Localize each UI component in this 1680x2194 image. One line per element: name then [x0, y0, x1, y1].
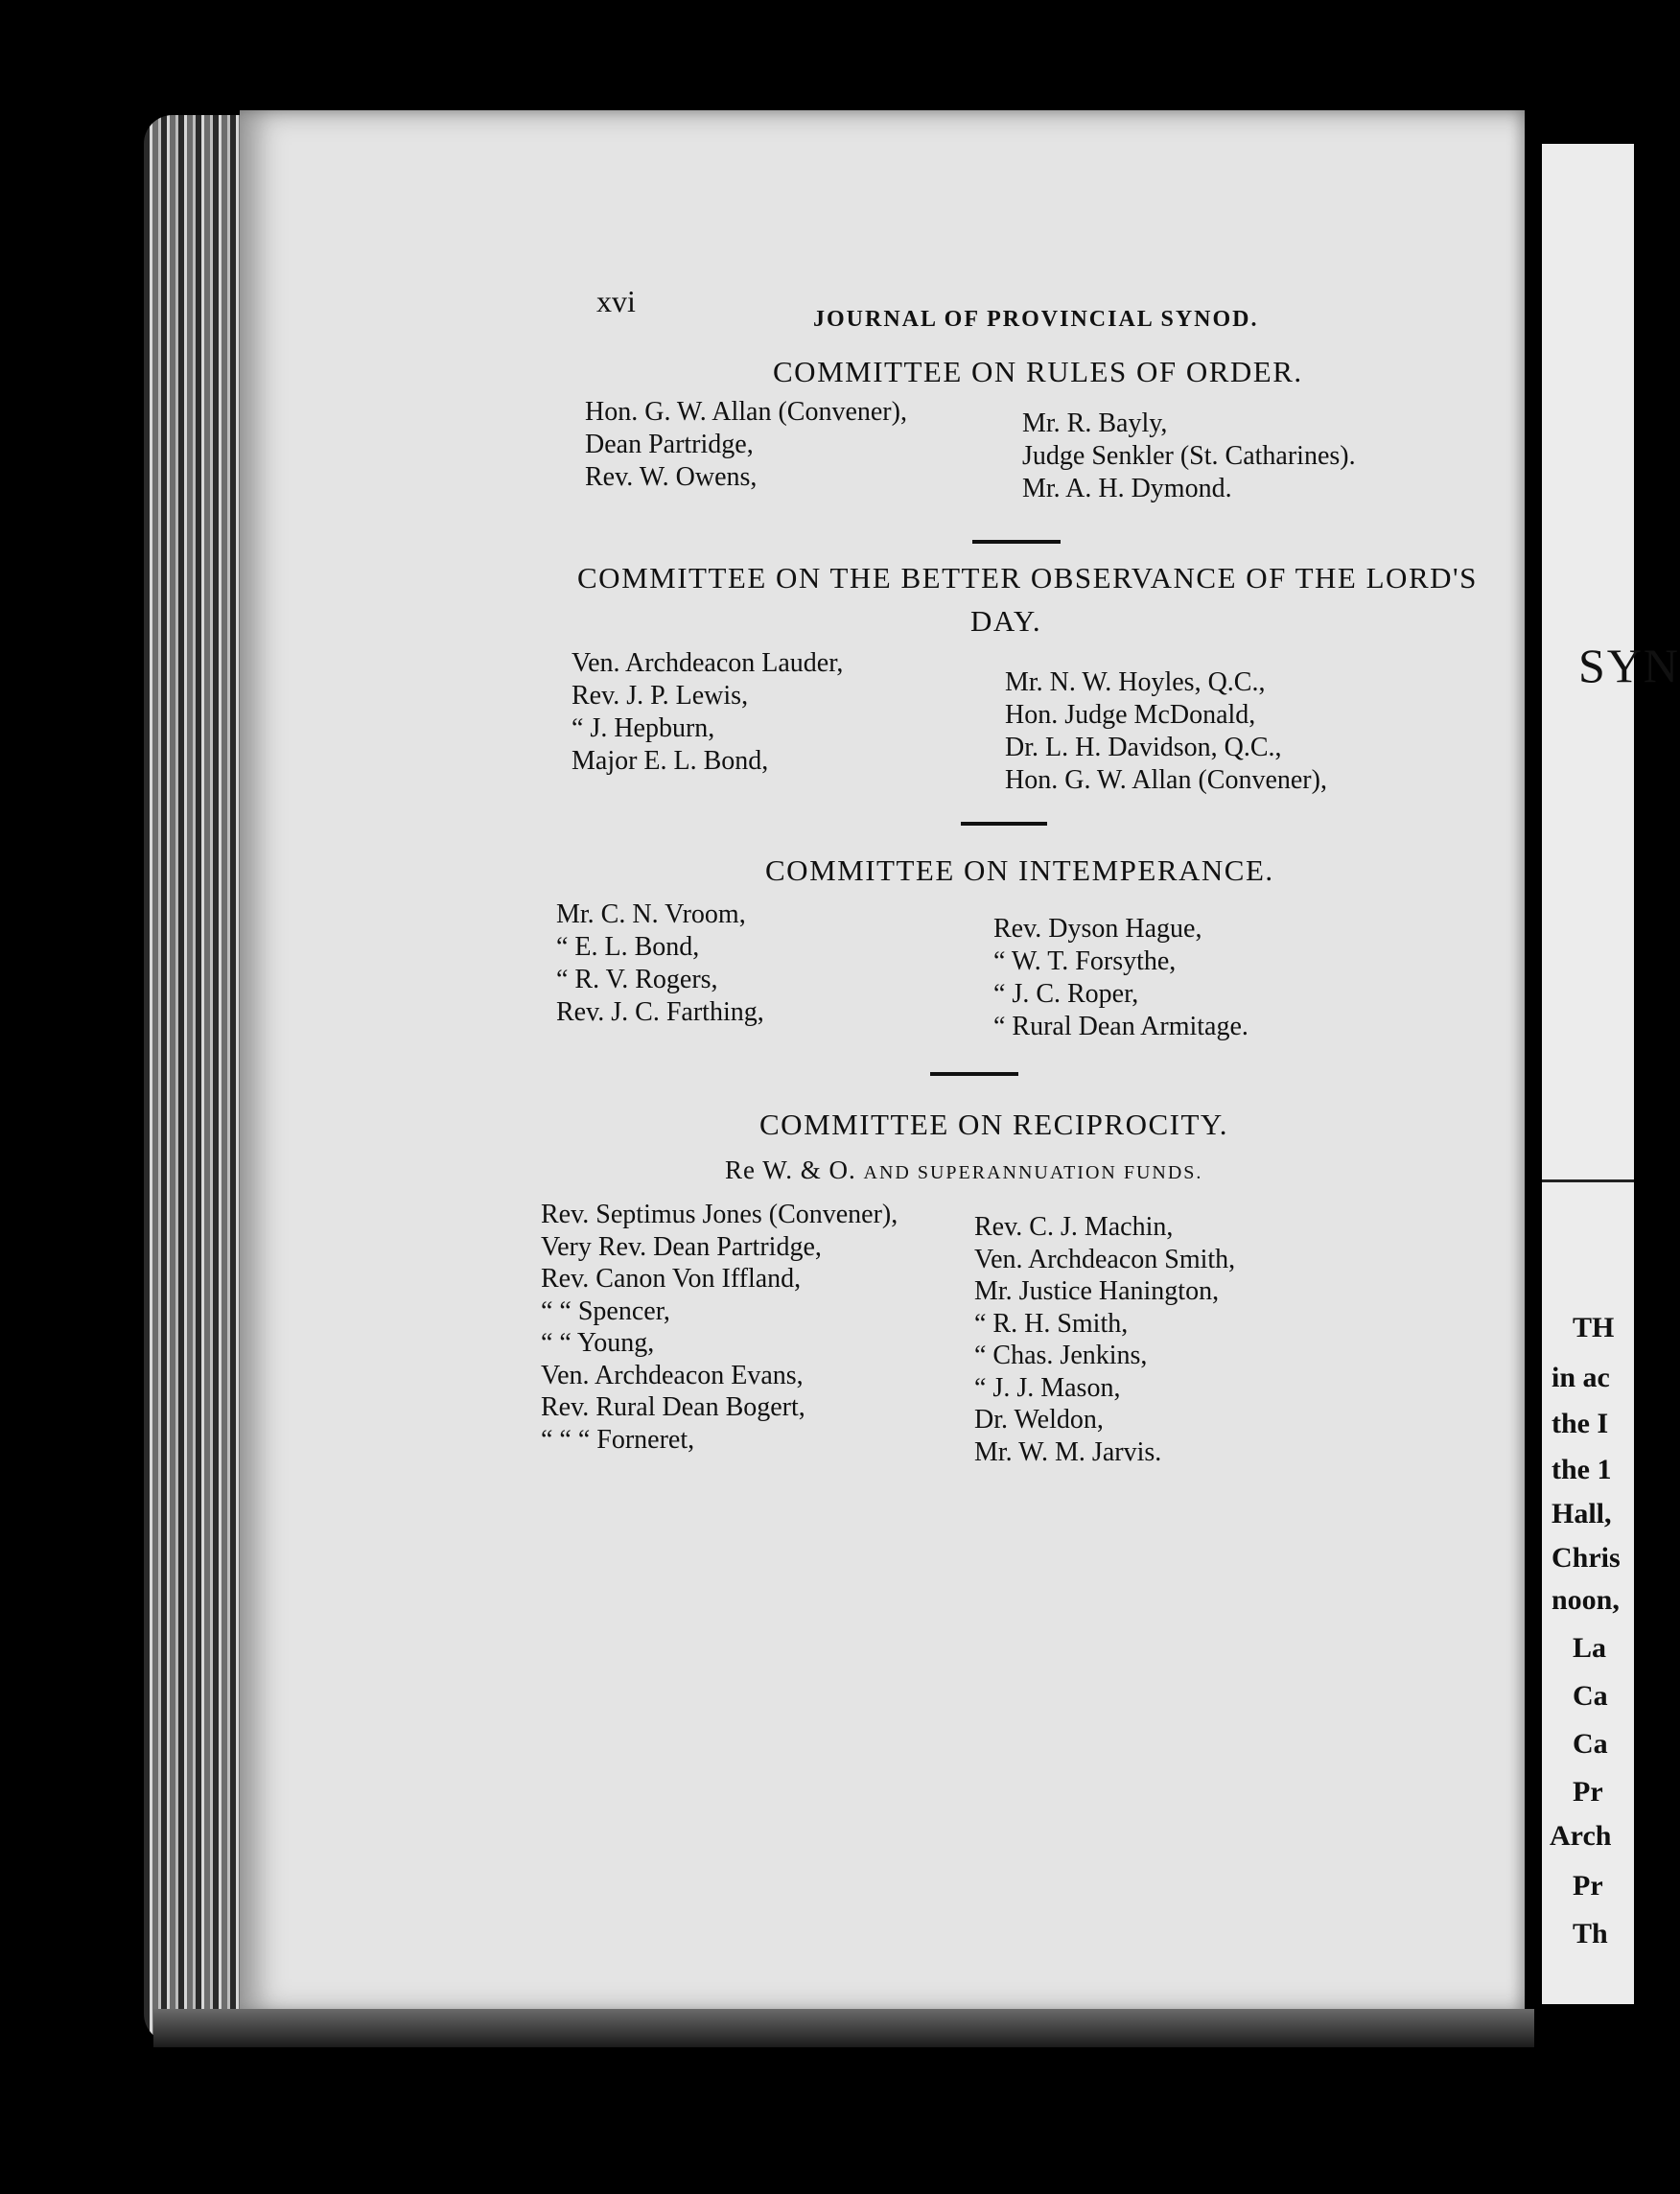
- facing-line: Ca: [1573, 1728, 1608, 1760]
- member-name: “ J. Hepburn,: [572, 713, 715, 743]
- facing-line: Arch: [1550, 1820, 1612, 1852]
- member-name: Mr. Justice Hanington,: [974, 1276, 1220, 1306]
- subheading-prefix: Re W. & O.: [725, 1155, 864, 1184]
- member-name: “ “ “ Forneret,: [541, 1424, 695, 1455]
- facing-page: [1542, 144, 1680, 2004]
- page-shadow-band: [153, 2009, 1534, 2047]
- facing-line: Th: [1573, 1918, 1608, 1949]
- facing-rule: [1542, 1179, 1634, 1182]
- facing-line: La: [1573, 1632, 1607, 1664]
- member-name: Rev. Dyson Hague,: [993, 914, 1202, 944]
- facing-line: Pr: [1573, 1870, 1603, 1902]
- facing-line: Ca: [1573, 1680, 1608, 1712]
- member-list-left: [585, 396, 907, 494]
- member-name: Very Rev. Dean Partridge,: [541, 1231, 822, 1262]
- member-name: “ “ Spencer,: [541, 1295, 670, 1326]
- section-heading: COMMITTEE ON INTEMPERANCE.: [765, 853, 1274, 887]
- member-list-right: [993, 913, 1248, 1043]
- member-name: “ R. H. Smith,: [974, 1308, 1129, 1339]
- member-list-right: [1005, 666, 1327, 797]
- member-name: “ W. T. Forsythe,: [993, 946, 1177, 976]
- section-heading-continued: DAY.: [970, 604, 1042, 638]
- member-name: “ R. V. Rogers,: [556, 965, 718, 994]
- member-name: Judge Senkler (St. Catharines).: [1022, 441, 1356, 471]
- subheading-smallcaps: AND SUPERANNUATION FUNDS.: [863, 1162, 1203, 1183]
- member-list-right: [1022, 408, 1356, 505]
- member-list-left: [541, 1199, 898, 1456]
- section-heading: COMMITTEE ON RECIPROCITY.: [759, 1108, 1229, 1141]
- facing-line: noon,: [1552, 1584, 1620, 1616]
- member-name: Rev. J. P. Lewis,: [572, 681, 749, 711]
- member-name: Rev. Rural Dean Bogert,: [541, 1392, 805, 1422]
- member-name: Rev. J. C. Farthing,: [556, 997, 764, 1027]
- section-divider: [961, 822, 1047, 826]
- member-name: Mr. W. M. Jarvis.: [974, 1436, 1162, 1467]
- member-name: “ “ Young,: [541, 1328, 655, 1358]
- facing-line: Chris: [1552, 1542, 1621, 1574]
- member-name: Mr. N. W. Hoyles, Q.C.,: [1005, 667, 1266, 697]
- member-name: Dean Partridge,: [585, 430, 754, 459]
- member-name: Rev. C. J. Machin,: [974, 1212, 1174, 1242]
- member-name: Rev. W. Owens,: [585, 462, 758, 492]
- member-list-right: [974, 1211, 1235, 1468]
- section-heading: COMMITTEE ON THE BETTER OBSERVANCE OF THE LORD'S: [577, 561, 1478, 595]
- member-name: Ven. Archdeacon Smith,: [974, 1244, 1236, 1274]
- facing-line: in ac: [1552, 1362, 1610, 1393]
- page-folio: xvi: [596, 284, 636, 318]
- member-name: “ J. J. Mason,: [974, 1372, 1121, 1403]
- facing-heading-fragment: SYN: [1578, 639, 1680, 692]
- section-divider: [930, 1072, 1018, 1076]
- facing-line: TH: [1573, 1312, 1615, 1343]
- facing-line: the I: [1552, 1408, 1609, 1439]
- member-name: Dr. Weldon,: [974, 1405, 1104, 1435]
- section-heading: COMMITTEE ON RULES OF ORDER.: [773, 355, 1303, 388]
- member-name: “ Rural Dean Armitage.: [993, 1012, 1248, 1041]
- member-name: “ Chas. Jenkins,: [974, 1341, 1148, 1370]
- member-name: Dr. L. H. Davidson, Q.C.,: [1005, 733, 1282, 762]
- member-name: Ven. Archdeacon Evans,: [541, 1360, 804, 1390]
- running-head: JOURNAL OF PROVINCIAL SYNOD.: [813, 307, 1259, 332]
- member-list-left: [572, 647, 843, 778]
- member-name: Mr. R. Bayly,: [1022, 408, 1168, 438]
- member-name: Ven. Archdeacon Lauder,: [572, 648, 844, 678]
- member-name: Mr. A. H. Dymond.: [1022, 474, 1232, 503]
- section-divider: [972, 540, 1061, 544]
- member-name: “ E. L. Bond,: [556, 932, 700, 962]
- facing-line: the 1: [1552, 1454, 1612, 1485]
- section-subheading: [725, 1155, 1202, 1185]
- member-name: Hon. G. W. Allan (Convener),: [1005, 765, 1327, 795]
- member-name: Hon. G. W. Allan (Convener),: [585, 397, 907, 427]
- facing-line: Pr: [1573, 1776, 1603, 1808]
- page-stack-edges: [144, 115, 249, 2042]
- member-name: Rev. Canon Von Iffland,: [541, 1264, 802, 1294]
- member-name: Mr. C. N. Vroom,: [556, 899, 746, 929]
- member-name: “ J. C. Roper,: [993, 979, 1139, 1009]
- member-name: Rev. Septimus Jones (Convener),: [541, 1200, 898, 1229]
- member-name: Hon. Judge McDonald,: [1005, 700, 1256, 730]
- member-list-left: [556, 899, 764, 1029]
- facing-line: Hall,: [1552, 1498, 1612, 1529]
- member-name: Major E. L. Bond,: [572, 746, 769, 776]
